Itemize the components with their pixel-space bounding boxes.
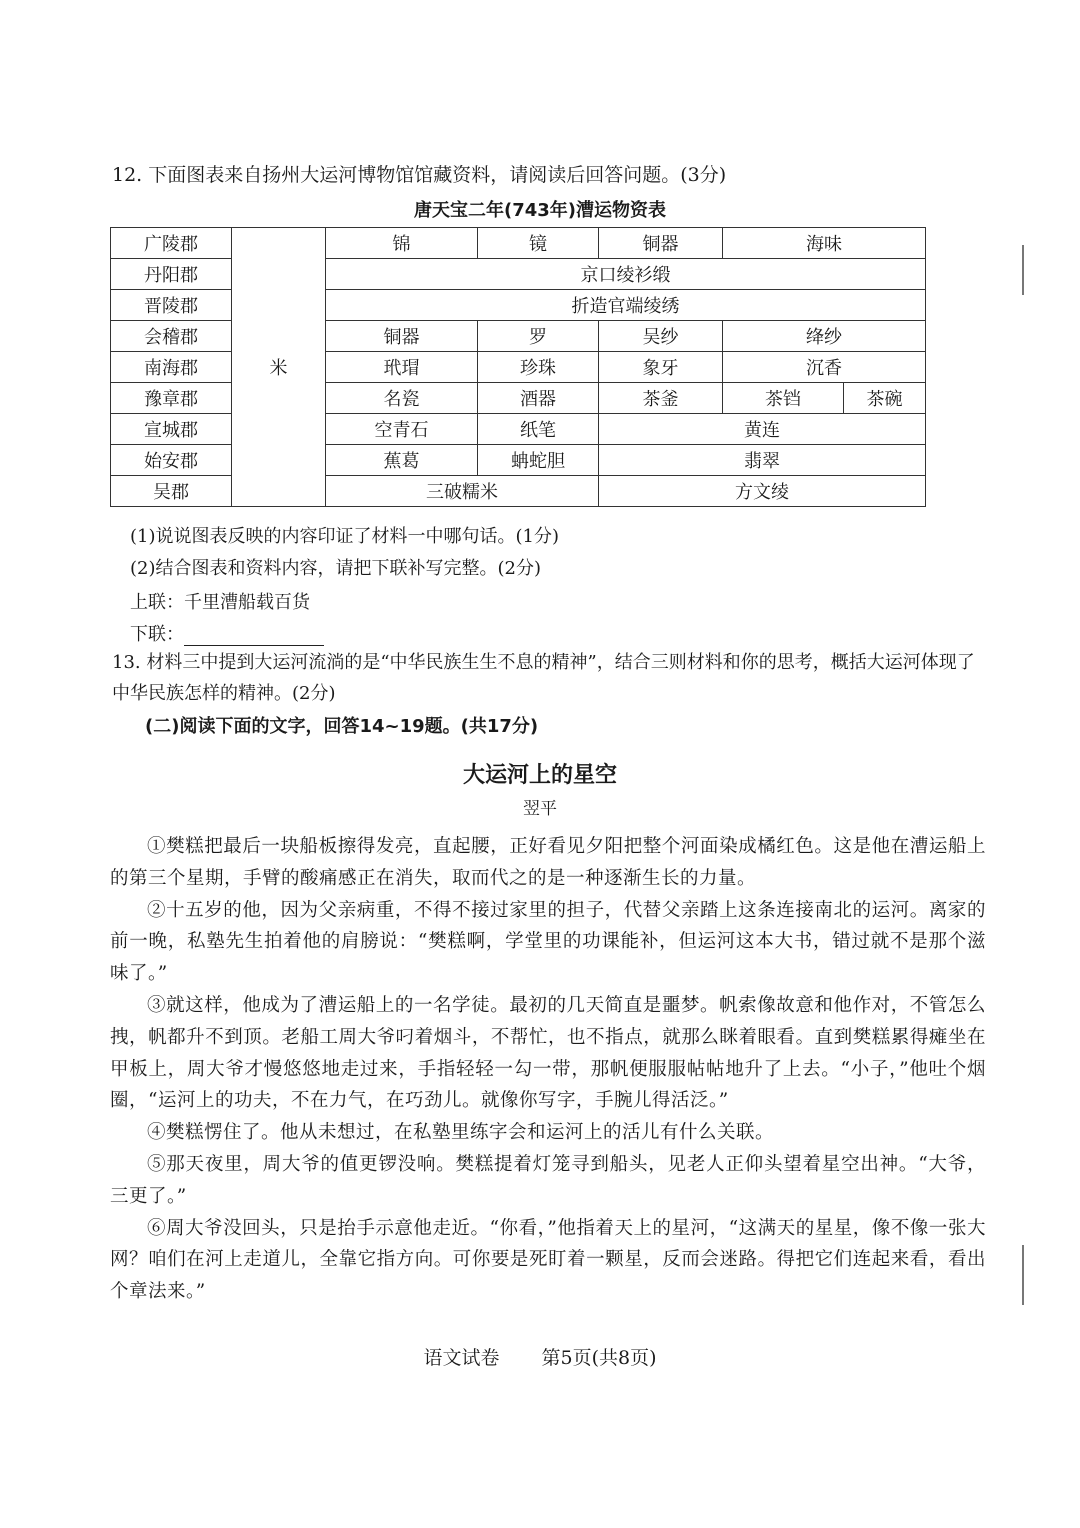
goods-cell: 茶铛 <box>723 383 844 414</box>
paragraph: ①樊糕把最后一块船板擦得发亮，直起腰，正好看见夕阳把整个河面染成橘红色。这是他在漕运船上的第三个星期，手臂的酸痛感正在消失，取而代之的是一种逐渐生长的力量。 <box>110 836 986 889</box>
scan-edge-mark <box>1022 1245 1024 1305</box>
district-cell: 宣城郡 <box>111 414 232 445</box>
answer-blank[interactable] <box>184 627 324 646</box>
goods-cell: 玳瑁 <box>326 352 478 383</box>
goods-cell: 罗 <box>478 321 599 352</box>
goods-cell: 海味 <box>723 228 926 259</box>
question-12: 12. 下面图表来自扬州大运河博物馆馆藏资料，请阅读后回答问题。(3分) <box>112 164 727 186</box>
goods-cell: 沉香 <box>723 352 926 383</box>
district-cell: 始安郡 <box>111 445 232 476</box>
district-cell: 吴郡 <box>111 476 232 507</box>
paragraph: ③就这样，他成为了漕运船上的一名学徒。最初的几天简直是噩梦。帆索像故意和他作对，不管怎么拽，帆都升不到顶。老船工周大爷叼着烟斗，不帮忙，也不指点，就那么眯着眼看。直到樊糕累得瘫坐在甲板上，周大爷才慢悠悠地走过来，手指轻轻一勾一带，那帆便服服帖帖地升了上去。“小子，”他吐个烟圈，“运河上的功夫，不在力气，在巧劲儿。就像你写字，手腕儿得活泛。” <box>110 994 986 1112</box>
district-cell: 广陵郡 <box>111 228 232 259</box>
goods-cell: 翡翠 <box>599 445 926 476</box>
subquestion-2: (2)结合图表和资料内容，请把下联补写完整。(2分) <box>130 558 541 579</box>
goods-cell: 茶釜 <box>599 383 723 414</box>
goods-cell: 京口绫衫缎 <box>326 259 926 290</box>
district-cell: 豫章郡 <box>111 383 232 414</box>
goods-cell: 空青石 <box>326 414 478 445</box>
goods-cell: 纸笔 <box>478 414 599 445</box>
goods-cell: 铜器 <box>599 228 723 259</box>
goods-cell: 蕉葛 <box>326 445 478 476</box>
paragraph: ②十五岁的他，因为父亲病重，不得不接过家里的担子，代替父亲踏上这条连接南北的运河。离家的前一晚，私塾先生拍着他的肩膀说：“樊糕啊，学堂里的功课能补，但运河这本大书，错过就不是那个滋味了。” <box>110 899 986 985</box>
section-heading: (二)阅读下面的文字，回答14~19题。(共17分) <box>145 716 539 737</box>
goods-cell: 三破糯米 <box>326 476 599 507</box>
goods-cell: 珍珠 <box>478 352 599 383</box>
article-author: 翌平 <box>523 799 557 819</box>
goods-cell: 折造官端绫绣 <box>326 290 926 321</box>
article-body <box>110 831 986 1308</box>
goods-cell: 象牙 <box>599 352 723 383</box>
article-title: 大运河上的星空 <box>462 763 617 788</box>
common-item-cell: 米 <box>232 228 326 507</box>
paragraph: ④樊糕愣住了。他从未想过，在私塾里练字会和运河上的活儿有什么关联。 <box>147 1122 775 1144</box>
transport-goods-table <box>110 227 926 507</box>
page-footer <box>0 1343 1080 1370</box>
goods-cell: 吴纱 <box>599 321 723 352</box>
district-cell: 丹阳郡 <box>111 259 232 290</box>
couplet-upper: 上联：千里漕船载百货 <box>130 592 310 613</box>
couplet-lower <box>130 620 324 646</box>
footer-page-number: 第5页(共8页) <box>541 1347 657 1369</box>
footer-subject: 语文试卷 <box>423 1347 500 1369</box>
goods-cell: 铜器 <box>326 321 478 352</box>
goods-cell: 酒器 <box>478 383 599 414</box>
goods-cell: 茶碗 <box>844 383 926 414</box>
paragraph: ⑤那天夜里，周大爷的值更锣没响。樊糕提着灯笼寻到船头，见老人正仰头望着星空出神。“大爷，三更了。” <box>110 1153 986 1207</box>
table-title: 唐天宝二年(743年)漕运物资表 <box>413 200 667 221</box>
goods-cell: 镜 <box>478 228 599 259</box>
paragraph: ⑥周大爷没回头，只是抬手示意他走近。“你看，”他指着天上的星河，“这满天的星星，像不像一张大网？咱们在河上走道儿，全靠它指方向。可你要是死盯着一颗星，反而会迷路。得把它们连起来看，看出个章法来。” <box>110 1217 986 1303</box>
goods-cell: 方文绫 <box>599 476 926 507</box>
table-row <box>111 228 926 259</box>
district-cell: 会稽郡 <box>111 321 232 352</box>
couplet-lower-label: 下联： <box>130 624 184 645</box>
scan-edge-mark <box>1022 245 1024 295</box>
question-13: 13. 材料三中提到大运河流淌的是“中华民族生生不息的精神”，结合三则材料和你的思考，概括大运河体现了中华民族怎样的精神。(2分) <box>112 652 975 704</box>
goods-cell: 锦 <box>326 228 478 259</box>
district-cell: 南海郡 <box>111 352 232 383</box>
subquestion-1: (1)说说图表反映的内容印证了材料一中哪句话。(1分) <box>130 526 559 547</box>
goods-cell: 蚺蛇胆 <box>478 445 599 476</box>
goods-cell: 黄连 <box>599 414 926 445</box>
goods-cell: 名瓷 <box>326 383 478 414</box>
district-cell: 晋陵郡 <box>111 290 232 321</box>
goods-cell: 绛纱 <box>723 321 926 352</box>
